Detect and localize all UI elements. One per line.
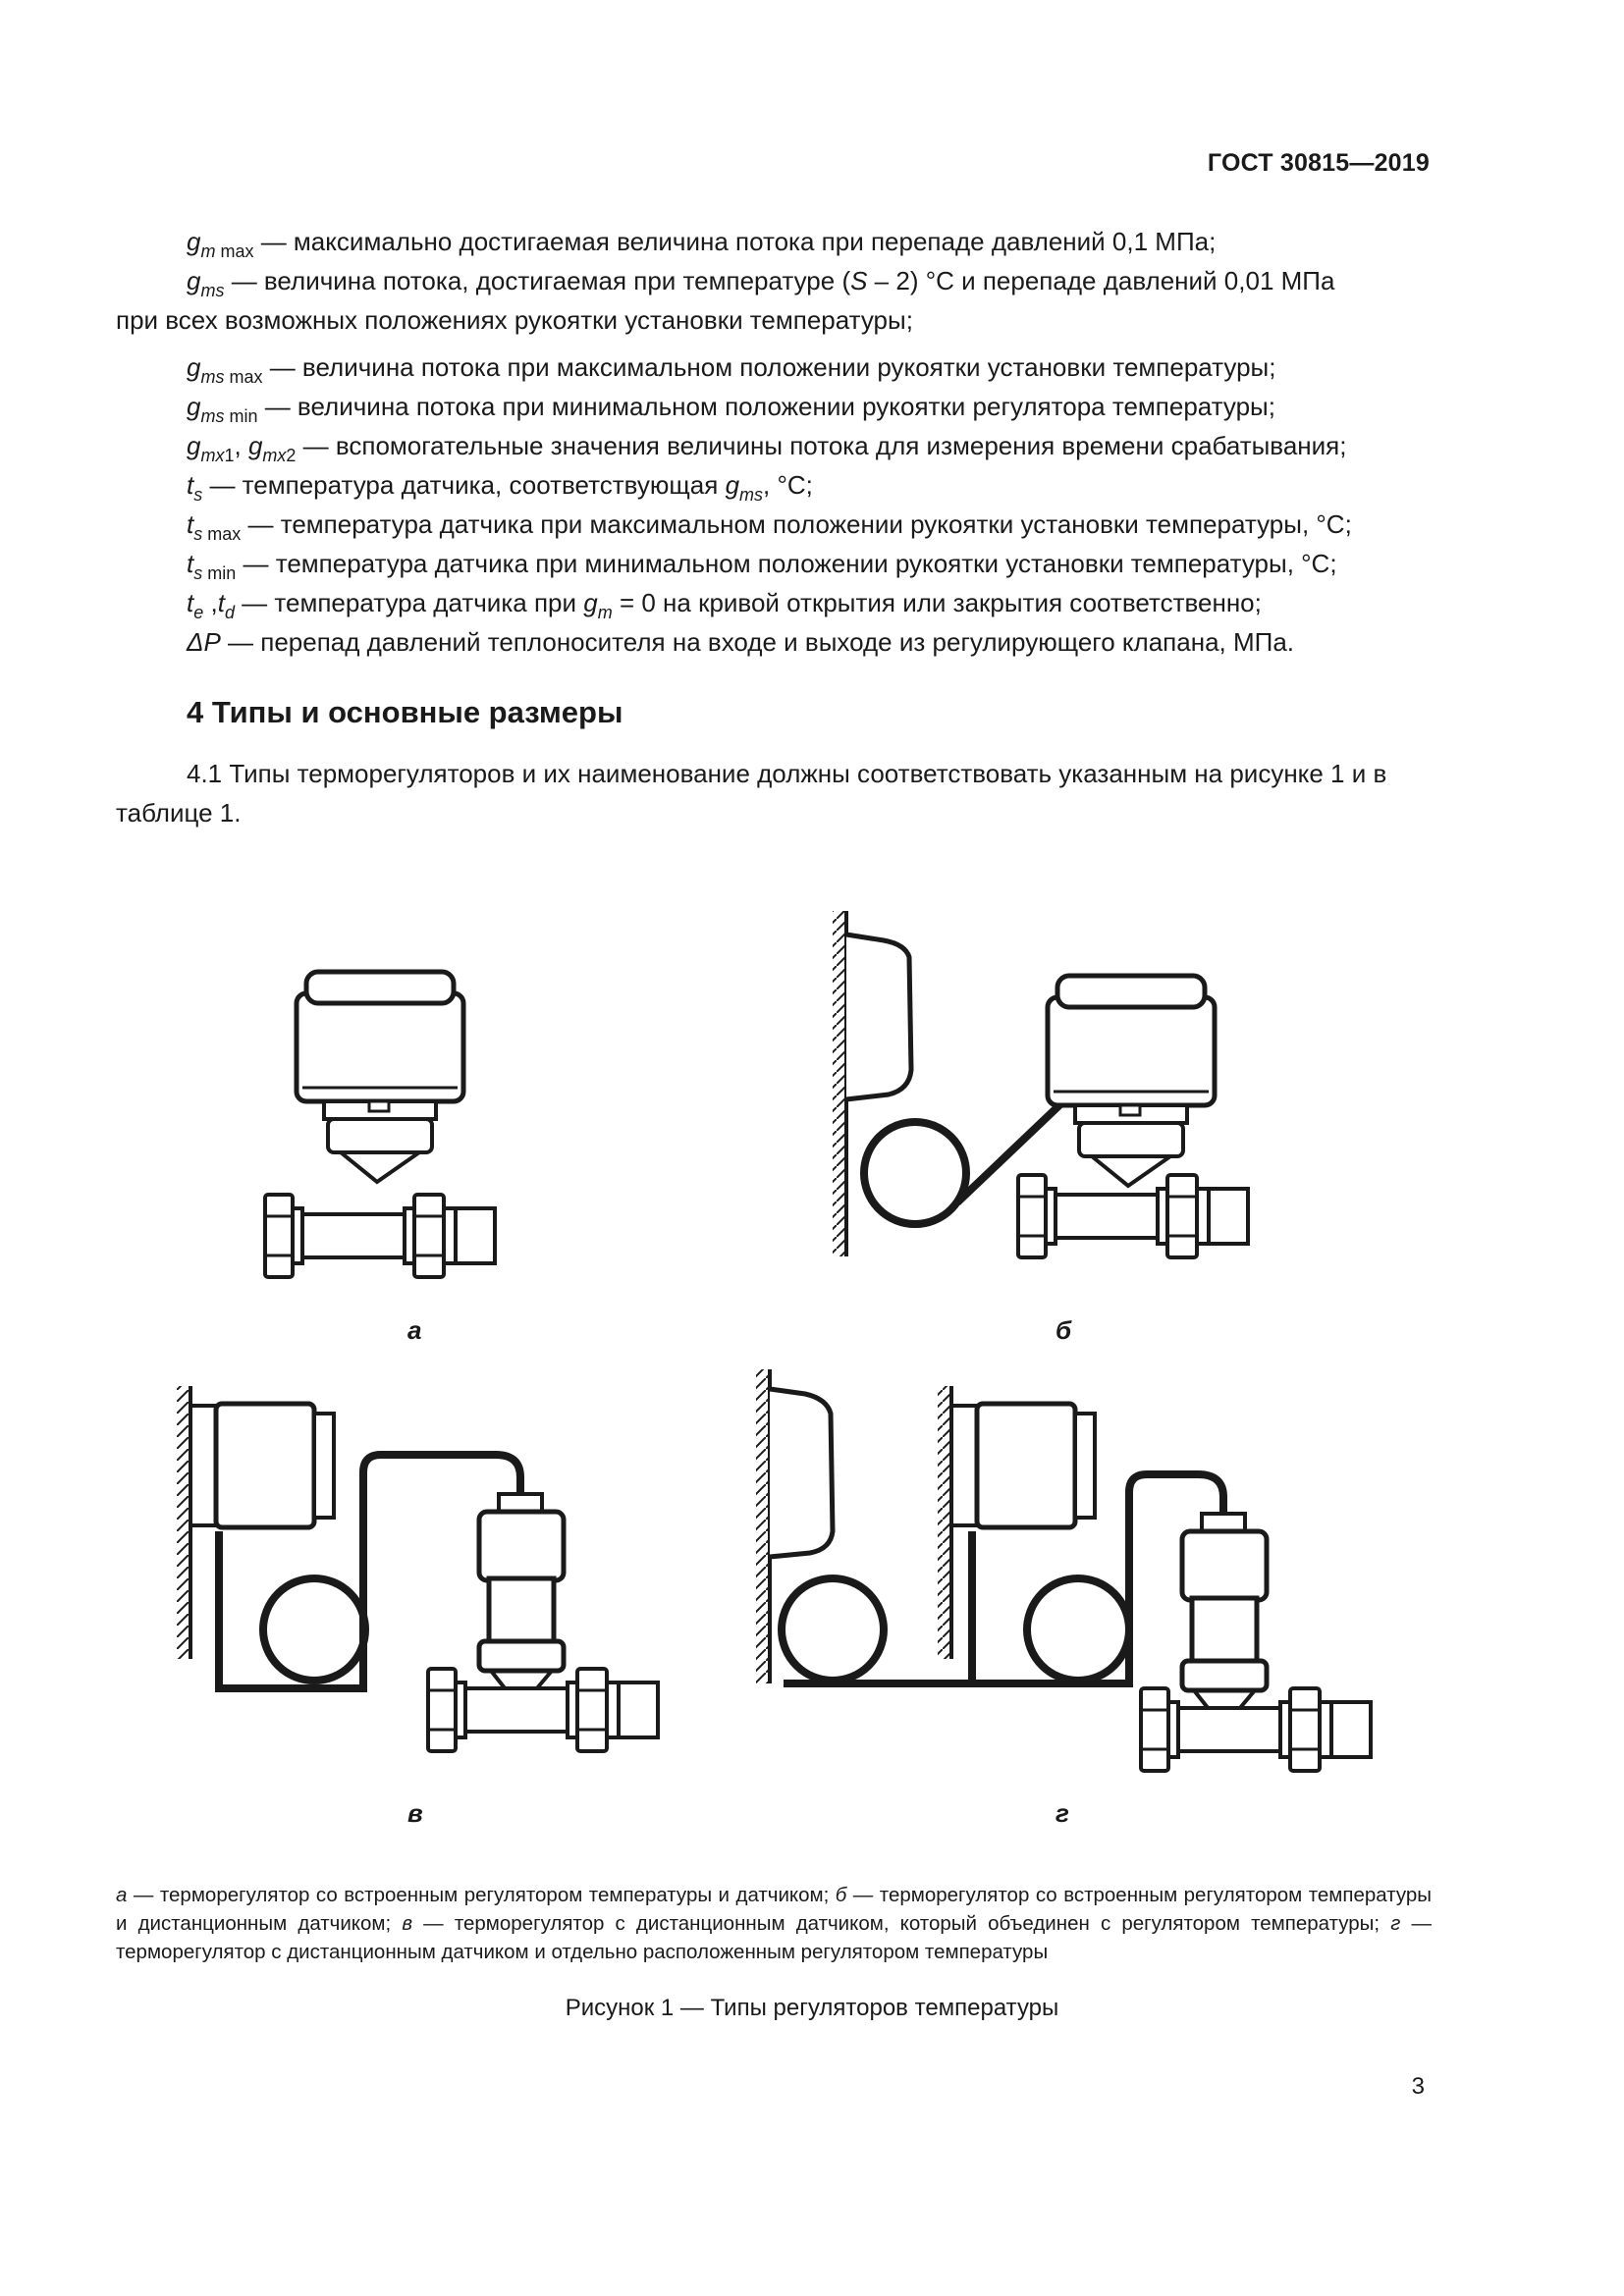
legend-item-a: а — терморегулятор со встроенным регулятором температуры и датчиком;: [116, 1884, 836, 1906]
definition-delta-p: ΔP — перепад давлений теплоносителя на входе и выходе из регулирующего клапана, МПа.: [187, 627, 1295, 657]
definition-g-m-max: $g_{m max}$ — максимально достигаемая величина потока при перепаде давлений 0,1 МПа;: [187, 227, 1217, 261]
legend-item-b: б — терморегулятор со встроенным регулятором температуры и дистанционным датчиком;: [116, 1884, 1433, 1935]
figure-label-d: г: [1056, 1798, 1069, 1828]
figure-d-drawing: [756, 1369, 1371, 1771]
page-number: 3: [1411, 2073, 1425, 2100]
figure-legend: [116, 1881, 1432, 1966]
paragraph-4-1: 4.1 Типы терморегуляторов и их наименование должны соответствовать указанным на рисунке 1 и в таблице 1.: [116, 759, 1387, 828]
definition-g-ms-min: $g_{ms min}$ — величина потока при минимальном положении рукоятки регулятора температуры;: [187, 392, 1275, 426]
figure-label-a: а: [407, 1315, 422, 1345]
legend-item-d: г — терморегулятор с дистанционным датчиком и отдельно расположенным регулятором температуры: [116, 1912, 1432, 1963]
figure-a-drawing: [297, 972, 463, 1182]
figure-c-drawing: [177, 1386, 658, 1751]
figure-label-c: в: [407, 1798, 423, 1828]
definition-t-s: $t_s$ — температура датчика, соответствующая $g_{ms}$, °С;: [187, 470, 813, 505]
definition-t-s-max: $t_{s max}$ — температура датчика при максимальном положении рукоятки установки температуры, °С;: [187, 509, 1352, 544]
definition-g-ms-max: $g_{ms max}$ — величина потока при максимальном положении рукоятки установки температуры;: [187, 352, 1276, 387]
definition-g-ms-continuation: при всех возможных положениях рукоятки установки температуры;: [116, 305, 913, 335]
figure-title: Рисунок 1 — Типы регуляторов температуры: [565, 1995, 1059, 2021]
definition-t-s-min: $t_{s min}$ — температура датчика при минимальном положении рукоятки установки температуры, °С;: [187, 549, 1337, 583]
figure-label-b: б: [1056, 1315, 1072, 1345]
definition-g-ms: $g_{ms}$ — величина потока, достигаемая при температуре (S – 2) °С и перепаде давлений 0,01 МПа: [187, 266, 1335, 300]
figure-b-drawing: [833, 911, 1248, 1257]
definition-g-mx: $g_{mx1}$, $g_{mx2}$ — вспомогательные значения величины потока для измерения времени срабатывания;: [187, 431, 1347, 465]
section-title: 4 Типы и основные размеры: [187, 695, 623, 729]
standard-header: ГОСТ 30815—2019: [1207, 149, 1430, 177]
definition-t-e-t-d: $t_e$ $,t_d$ — температура датчика при $g_m = 0$ на кривой открытия или закрытия соответственно;: [187, 588, 1262, 622]
legend-item-c: в — терморегулятор с дистанционным датчиком, который объединен с регулятором температуры;: [402, 1912, 1391, 1935]
